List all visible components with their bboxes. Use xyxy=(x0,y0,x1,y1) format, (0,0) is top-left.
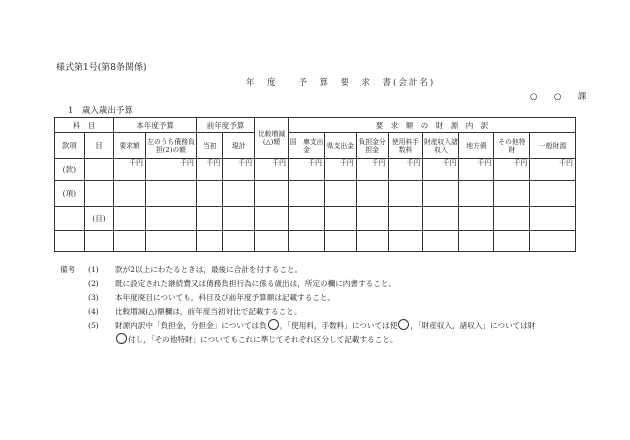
header-initial: 当初 xyxy=(196,133,222,159)
note-item-2: (2) 既に設定された継続費又は債務負担行為に係る歳出は，所定の欄に内書すること。 xyxy=(88,279,396,288)
circle-mark-icon xyxy=(398,319,409,330)
note-item-5: (5) 財源内訳中「負担金，分担金」については 負 ，「使用料，手数料」については 使 ，「財産収入，諸収入」については 財 xyxy=(60,319,535,333)
header-fees: 使用料手数料 xyxy=(388,133,423,159)
unit-property: 千円 xyxy=(423,159,459,181)
section-heading: 1 歳入歳出予算 xyxy=(68,106,133,116)
header-row-1 xyxy=(55,118,576,133)
header-diff: 比較増減(△)額 xyxy=(255,118,289,159)
circle-mark-icon xyxy=(116,333,127,344)
unit-local-bond: 千円 xyxy=(459,159,494,181)
page-title: 年 度 予 算 要 求 書(会計名) xyxy=(246,78,436,88)
header-prev-year: 前年度予算 xyxy=(196,118,254,133)
row-label-kan: (款) xyxy=(55,159,85,181)
budget-table xyxy=(54,117,576,252)
header-other: その他特 財 xyxy=(494,133,530,159)
unit-other: 千円 xyxy=(494,159,530,181)
unit-request: 千円 xyxy=(114,159,146,181)
header-prefectural: 県支出金 xyxy=(324,133,356,159)
note-item-3: (3) 本年度廃目についても，科目及び前年度予算額は記載すること。 xyxy=(88,293,336,302)
note-item-5-continued: 付し，「その他特財」についてもこれに準じてそれぞれ区分して記載すること。 xyxy=(60,333,535,347)
unit-general: 千円 xyxy=(530,159,576,181)
notes-label: 備考 xyxy=(60,265,76,274)
notes-section xyxy=(60,263,535,347)
unit-diff: 千円 xyxy=(255,159,289,181)
header-property: 財産収入諸収入 xyxy=(423,133,459,159)
unit-continuing: 千円 xyxy=(146,159,197,181)
header-general: 一般財源 xyxy=(530,133,576,159)
header-row-2 xyxy=(55,133,576,159)
header-contribution: 負担金分担金 xyxy=(356,133,388,159)
row-moku xyxy=(55,207,576,231)
header-continuing: 左のうち債務負担(2)の額 xyxy=(146,133,197,159)
form-label: 様式第1号(第8条関係) xyxy=(56,63,147,73)
note-item-1: 備考 (1) 款が2以上にわたるときは，最後に合計を付すること。 xyxy=(60,263,535,277)
header-current: 現計 xyxy=(223,133,255,159)
row-label-moku: (目) xyxy=(84,207,114,231)
header-national: 国 庫支出金 xyxy=(288,133,324,159)
header-kamoku: 科 目 xyxy=(55,118,114,133)
row-blank xyxy=(55,231,576,252)
unit-national: 千円 xyxy=(288,159,324,181)
department-label: ○ ○ 課 xyxy=(530,92,591,102)
row-kou xyxy=(55,181,576,207)
row-label-kou: (項) xyxy=(55,181,85,207)
header-request: 要求額 xyxy=(114,133,146,159)
circle-mark-futan: 負 xyxy=(259,321,267,330)
note-item-4: (4) 比較増減(△)額欄は，前年度当初対比で記載すること。 xyxy=(88,307,302,316)
unit-prefectural: 千円 xyxy=(324,159,356,181)
unit-fees: 千円 xyxy=(388,159,423,181)
circle-mark-zaisan: 財 xyxy=(527,321,536,330)
row-kan xyxy=(55,159,576,181)
unit-initial: 千円 xyxy=(196,159,222,181)
header-this-year: 本年度予算 xyxy=(114,118,197,133)
header-local-bond: 地方債 xyxy=(459,133,494,159)
circle-mark-shiyo: 使 xyxy=(389,321,398,330)
circle-mark-icon xyxy=(268,319,279,330)
header-kanko: 款項 xyxy=(55,133,85,159)
unit-contribution: 千円 xyxy=(356,159,388,181)
cell-moku-blank xyxy=(84,159,114,181)
unit-current: 千円 xyxy=(223,159,255,181)
header-breakdown: 要 求 額 の 財 源 内 訳 xyxy=(288,118,575,133)
header-moku: 目 xyxy=(84,133,114,159)
